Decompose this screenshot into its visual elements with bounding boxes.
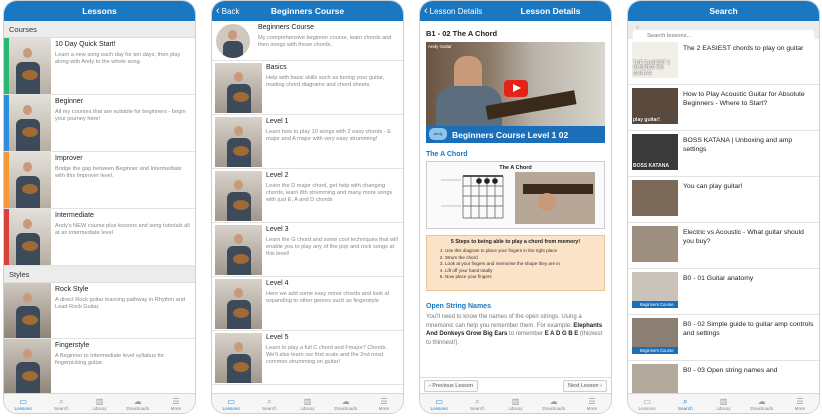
navbar	[628, 1, 819, 21]
tab-downloads[interactable]	[327, 394, 365, 413]
thumbnail-image	[215, 333, 262, 383]
course-title: 10 Day Quick Start!	[55, 41, 116, 48]
level-text	[262, 61, 403, 114]
more-icon: ☰	[796, 396, 804, 406]
guitar-icon	[233, 92, 249, 102]
guitar-icon	[22, 315, 38, 325]
para-text: to remember	[507, 331, 545, 337]
result-thumbnail	[632, 134, 678, 170]
course-desc: Andy's NEW course plus lessons and song tutorials all at an intermediate level	[55, 222, 190, 236]
tab-label: Library	[300, 405, 315, 411]
tab-bar	[628, 393, 819, 413]
level-text	[262, 277, 403, 330]
video-player[interactable]	[426, 42, 605, 143]
level-title: Level 1	[266, 118, 289, 125]
search-result-row[interactable]	[628, 315, 819, 361]
level-row[interactable]	[212, 115, 403, 169]
thumbnail-image	[215, 225, 262, 275]
tab-downloads[interactable]	[535, 394, 573, 413]
tab-label: Lessons	[638, 405, 656, 411]
search-content[interactable]	[628, 21, 819, 393]
course-row[interactable]	[4, 283, 195, 339]
color-strip	[4, 38, 9, 94]
search-icon: ⌕	[683, 396, 688, 406]
lesson-content[interactable]	[420, 21, 611, 377]
course-desc: A Beginner to Intermediate level syllabus for fingerpicking guitar.	[55, 352, 165, 366]
tab-search[interactable]	[250, 394, 288, 413]
result-thumbnail	[632, 272, 678, 308]
library-icon: ▥	[95, 396, 104, 406]
course-text	[51, 209, 195, 265]
level-title: Level 5	[266, 334, 289, 341]
tab-bar	[4, 393, 195, 413]
tab-search[interactable]	[42, 394, 80, 413]
thumbnail-caption: play guitar!	[633, 116, 660, 123]
search-bar	[628, 21, 819, 39]
tab-label: More	[170, 405, 182, 411]
lessons-icon: ▭	[643, 396, 651, 406]
previous-lesson-button[interactable]: ‹ Previous Lesson	[424, 380, 478, 392]
back-label: Back	[221, 6, 240, 16]
step-item: 3. Look at your fingers and memorise the shape they are in	[445, 261, 598, 268]
course-text	[51, 95, 195, 151]
guitar-icon	[233, 200, 249, 210]
section-header: Courses	[4, 21, 195, 38]
tab-label: Downloads	[750, 405, 774, 411]
chord-diagram	[426, 161, 605, 229]
tab-downloads[interactable]	[119, 394, 157, 413]
course-title: Improver	[55, 155, 83, 162]
tab-lessons[interactable]	[4, 394, 42, 413]
back-button[interactable]	[216, 1, 239, 21]
video-channel-label: Andy Guitar	[428, 44, 452, 49]
person-body	[223, 41, 243, 58]
next-lesson-label: Next Lesson	[568, 382, 599, 389]
lessons-icon: ▭	[19, 396, 27, 406]
result-title: BOSS KATANA | Unboxing and amp settings	[683, 137, 793, 153]
chord-diagram-title: The A Chord	[499, 165, 532, 171]
course-title: Fingerstyle	[55, 342, 90, 349]
downloads-icon: ☁	[133, 396, 142, 406]
level-text	[262, 223, 403, 276]
thumbnail-image	[4, 38, 51, 94]
page-title: Lesson Details	[520, 6, 581, 16]
thumbnail-image	[4, 339, 51, 393]
person-head	[23, 293, 32, 303]
person-head	[234, 72, 243, 82]
thumbnail-banner: Beginners Course	[632, 301, 678, 308]
thumbnail-image	[4, 209, 51, 265]
library-icon: ▥	[511, 396, 520, 406]
level-desc: Help with basic skills such as tuning your guitar, reading chord diagrams and chord sheets.	[266, 74, 385, 88]
course-list[interactable]	[212, 21, 403, 393]
result-title: B0 - 02 Simple guide to guitar amp controls and settings	[683, 321, 814, 337]
more-icon: ☰	[380, 396, 388, 406]
course-header-row[interactable]	[212, 21, 403, 61]
result-thumbnail	[632, 42, 678, 78]
back-label: Lesson Details	[429, 6, 483, 16]
tab-library[interactable]	[496, 394, 534, 413]
downloads-icon: ☁	[549, 396, 558, 406]
lessons-icon: ▭	[435, 396, 443, 406]
level-row[interactable]	[212, 223, 403, 277]
tab-search[interactable]	[666, 394, 704, 413]
navbar	[212, 1, 403, 21]
thumbnail-image	[4, 95, 51, 151]
thumbnail-image	[215, 171, 262, 221]
tab-label: Downloads	[126, 405, 150, 411]
level-row[interactable]	[212, 277, 403, 331]
tab-label: Search	[470, 405, 485, 411]
step-item: 5. Now place your fingers	[445, 274, 598, 281]
previous-lesson-label: Previous Lesson	[432, 382, 474, 389]
video-banner-text: Beginners Course Level 1 02	[452, 129, 569, 140]
person-head	[234, 234, 243, 244]
course-text	[51, 283, 195, 338]
course-text	[51, 152, 195, 208]
library-icon: ▥	[303, 396, 312, 406]
search-icon: ⌕	[267, 396, 272, 406]
search-result-row[interactable]	[628, 223, 819, 269]
lesson-detail-screen	[419, 0, 612, 414]
tab-label: Lessons	[430, 405, 448, 411]
chevron-left-icon: ‹	[424, 4, 428, 17]
level-title: Level 3	[266, 226, 289, 233]
guitar-icon	[233, 254, 249, 264]
tab-library[interactable]	[704, 394, 742, 413]
search-icon: ⌕	[59, 396, 64, 406]
result-thumbnail	[632, 364, 678, 393]
more-icon: ☰	[588, 396, 596, 406]
tab-more[interactable]	[573, 394, 611, 413]
lesson-title: B1 - 02 The A Chord	[426, 29, 498, 38]
level-row[interactable]	[212, 169, 403, 223]
tab-more[interactable]	[365, 394, 403, 413]
color-strip	[4, 95, 9, 151]
course-desc: A direct Rock guitar learning pathway in Rhythm and Lead Rock Guitar.	[55, 296, 185, 310]
person-head	[234, 180, 243, 190]
tab-label: More	[586, 405, 598, 411]
person-head	[234, 288, 243, 298]
tab-label: Search	[54, 405, 69, 411]
level-row[interactable]	[212, 61, 403, 115]
chevron-left-icon: ‹	[216, 4, 220, 17]
course-desc: Bridge the gap between Beginner and Intermediate with this Improver level.	[55, 165, 182, 179]
course-text	[51, 339, 195, 393]
tab-lessons[interactable]	[212, 394, 250, 413]
result-title: The 2 EASIEST chords to play on guitar	[683, 45, 804, 52]
tab-downloads[interactable]	[743, 394, 781, 413]
para-bold: E A D G B E	[544, 331, 579, 337]
course-screen	[211, 0, 404, 414]
result-title: B0 - 01 Guitar anatomy	[683, 275, 754, 282]
color-strip	[4, 209, 9, 265]
tab-label: Downloads	[542, 405, 566, 411]
search-result-row[interactable]	[628, 39, 819, 85]
next-lesson-button[interactable]: Next Lesson ›	[563, 380, 607, 392]
level-desc: Learn to play a full C chord and Fmajor7 Chords. We'll also learn our first scale and the 2nd most common strumming on guitar!	[266, 344, 387, 365]
tab-lessons[interactable]	[420, 394, 458, 413]
result-title: B0 - 03 Open string names and	[683, 367, 778, 374]
person-head	[234, 342, 243, 352]
step-item: 2. Strum the chord	[445, 255, 598, 262]
para-text: You'll need to know the names of the open strings. Using a mnemonic can help you remember them. For example:	[426, 314, 582, 329]
library-icon: ▥	[719, 396, 728, 406]
search-screen	[627, 0, 820, 414]
heading-strings: Open String Names	[426, 303, 491, 310]
level-row[interactable]	[212, 331, 403, 385]
course-row[interactable]	[4, 95, 195, 152]
person-head	[23, 48, 32, 58]
course-row[interactable]	[4, 339, 195, 393]
search-icon: ⌕	[475, 396, 480, 406]
thumbnail-image	[215, 63, 262, 113]
search-input[interactable]	[633, 30, 814, 42]
lessons-list[interactable]	[4, 21, 195, 393]
step-item: 1. Use this diagram to place your fingers in the right place	[445, 248, 598, 255]
search-icon: ⌕	[636, 25, 640, 31]
para-text: (thickest to thinnest!).	[426, 331, 603, 346]
level-desc: Learn the D major chord, get help with changing chords, learn 8th strumming and many more songs with just E, A and D chords	[266, 182, 393, 203]
tab-library[interactable]	[80, 394, 118, 413]
step-item: 4. Lift off your hand totally	[445, 268, 598, 275]
play-button[interactable]	[504, 80, 528, 97]
navbar	[4, 1, 195, 21]
thumbnail-caption: BOSS KATANA	[633, 162, 669, 169]
course-title: Intermediate	[55, 212, 94, 219]
tab-label: Search	[678, 405, 693, 411]
tab-label: Library	[92, 405, 107, 411]
level-desc: Learn the G chord and some cool techniques that will enable you to play any of the pop and rock songs at this level!	[266, 236, 398, 257]
tab-label: Search	[262, 405, 277, 411]
video-banner	[426, 126, 605, 143]
level-title: Level 2	[266, 172, 289, 179]
page-title: Lessons	[82, 6, 117, 16]
person-head	[23, 105, 32, 115]
level-text	[262, 169, 403, 222]
downloads-icon: ☁	[341, 396, 350, 406]
search-result-row[interactable]	[628, 131, 819, 177]
lesson-nav	[420, 377, 611, 393]
level-text	[254, 21, 403, 60]
tab-more[interactable]	[157, 394, 195, 413]
page-title: Search	[709, 6, 738, 16]
guitar-icon	[22, 371, 38, 381]
tab-label: Lessons	[14, 405, 32, 411]
course-title: Rock Style	[55, 286, 89, 293]
page-title: Beginners Course	[270, 6, 345, 16]
level-desc: Learn how to play 10 songs with 2 easy chords - E major and A major with very easy strumming!	[266, 128, 391, 142]
level-title: Level 4	[266, 280, 289, 287]
guitar-icon	[233, 308, 249, 318]
thumbnail-caption: THE EASIEST 2 CHORDS ON GUITAR	[633, 59, 670, 77]
tab-lessons[interactable]	[628, 394, 666, 413]
result-title: Electric vs Acoustic - What guitar should you buy?	[683, 229, 804, 245]
course-avatar	[216, 24, 250, 58]
person-head	[23, 219, 32, 229]
thumbnail-banner: Beginners Course	[632, 347, 678, 354]
course-desc: All my courses that are suitable for beginners - begin your journey here!	[55, 108, 186, 122]
tab-bar	[212, 393, 403, 413]
person-head	[228, 30, 237, 40]
course-desc: Learn a new song each day for ten days, then play along with Andy to the whole song.	[55, 51, 181, 65]
search-result-row[interactable]	[628, 177, 819, 223]
steps-box	[426, 235, 605, 291]
person-head	[23, 349, 32, 359]
guitar-icon	[233, 362, 249, 372]
level-desc: Here we add some easy minor chords and look at expanding to other genres such as fingerstyle	[266, 290, 390, 304]
result-thumbnail	[632, 318, 678, 354]
result-title: How to Play Acoustic Guitar for Absolute Beginners - Where to Start?	[683, 91, 805, 107]
tab-library[interactable]	[288, 394, 326, 413]
result-thumbnail	[632, 88, 678, 124]
person-head	[234, 126, 243, 136]
andy-guitar-logo: Andy	[429, 128, 447, 140]
more-icon: ☰	[172, 396, 180, 406]
thumbnail-image	[4, 152, 51, 208]
tab-label: Downloads	[334, 405, 358, 411]
presenter-head	[454, 56, 482, 90]
tab-label: More	[378, 405, 390, 411]
color-strip	[4, 152, 9, 208]
section-header: Styles	[4, 266, 195, 283]
tab-more[interactable]	[781, 394, 819, 413]
lessons-icon: ▭	[227, 396, 235, 406]
tab-bar	[420, 393, 611, 413]
tab-label: More	[794, 405, 806, 411]
tab-search[interactable]	[458, 394, 496, 413]
level-text	[262, 115, 403, 168]
chord-chart-graphic	[427, 162, 599, 228]
result-title: You can play guitar!	[683, 183, 743, 190]
level-desc: My comprehensive beginner course, learn chords and then songs with those chords.	[258, 34, 392, 48]
level-title: Basics	[266, 64, 287, 71]
strings-paragraph	[420, 313, 611, 347]
tab-label: Library	[716, 405, 731, 411]
search-results	[628, 39, 819, 393]
level-text	[262, 331, 403, 384]
downloads-icon: ☁	[757, 396, 766, 406]
result-thumbnail	[632, 180, 678, 216]
heading-chord: The A Chord	[426, 151, 468, 158]
course-text	[51, 38, 195, 94]
thumbnail-image	[4, 283, 51, 338]
search-result-row[interactable]	[628, 361, 819, 393]
result-thumbnail	[632, 226, 678, 262]
para-bold: Elephants And Donkeys Grow Big Ears	[426, 322, 603, 337]
thumbnail-image	[215, 117, 262, 167]
steps-list	[433, 248, 598, 281]
person-head	[23, 162, 32, 172]
thumbnail-image	[215, 279, 262, 329]
tab-label: Library	[508, 405, 523, 411]
steps-title: 5 Steps to being able to play a chord from memory!	[450, 239, 581, 245]
navbar	[420, 1, 611, 21]
search-result-row[interactable]	[628, 85, 819, 131]
course-title: Beginner	[55, 98, 84, 105]
guitar-icon	[233, 146, 249, 156]
course-row[interactable]	[4, 38, 195, 95]
back-button[interactable]	[424, 1, 482, 21]
tab-label: Lessons	[222, 405, 240, 411]
search-result-row[interactable]	[628, 269, 819, 315]
level-title: Beginners Course	[258, 24, 315, 31]
course-row[interactable]	[4, 209, 195, 266]
lessons-screen	[3, 0, 196, 414]
course-row[interactable]	[4, 152, 195, 209]
